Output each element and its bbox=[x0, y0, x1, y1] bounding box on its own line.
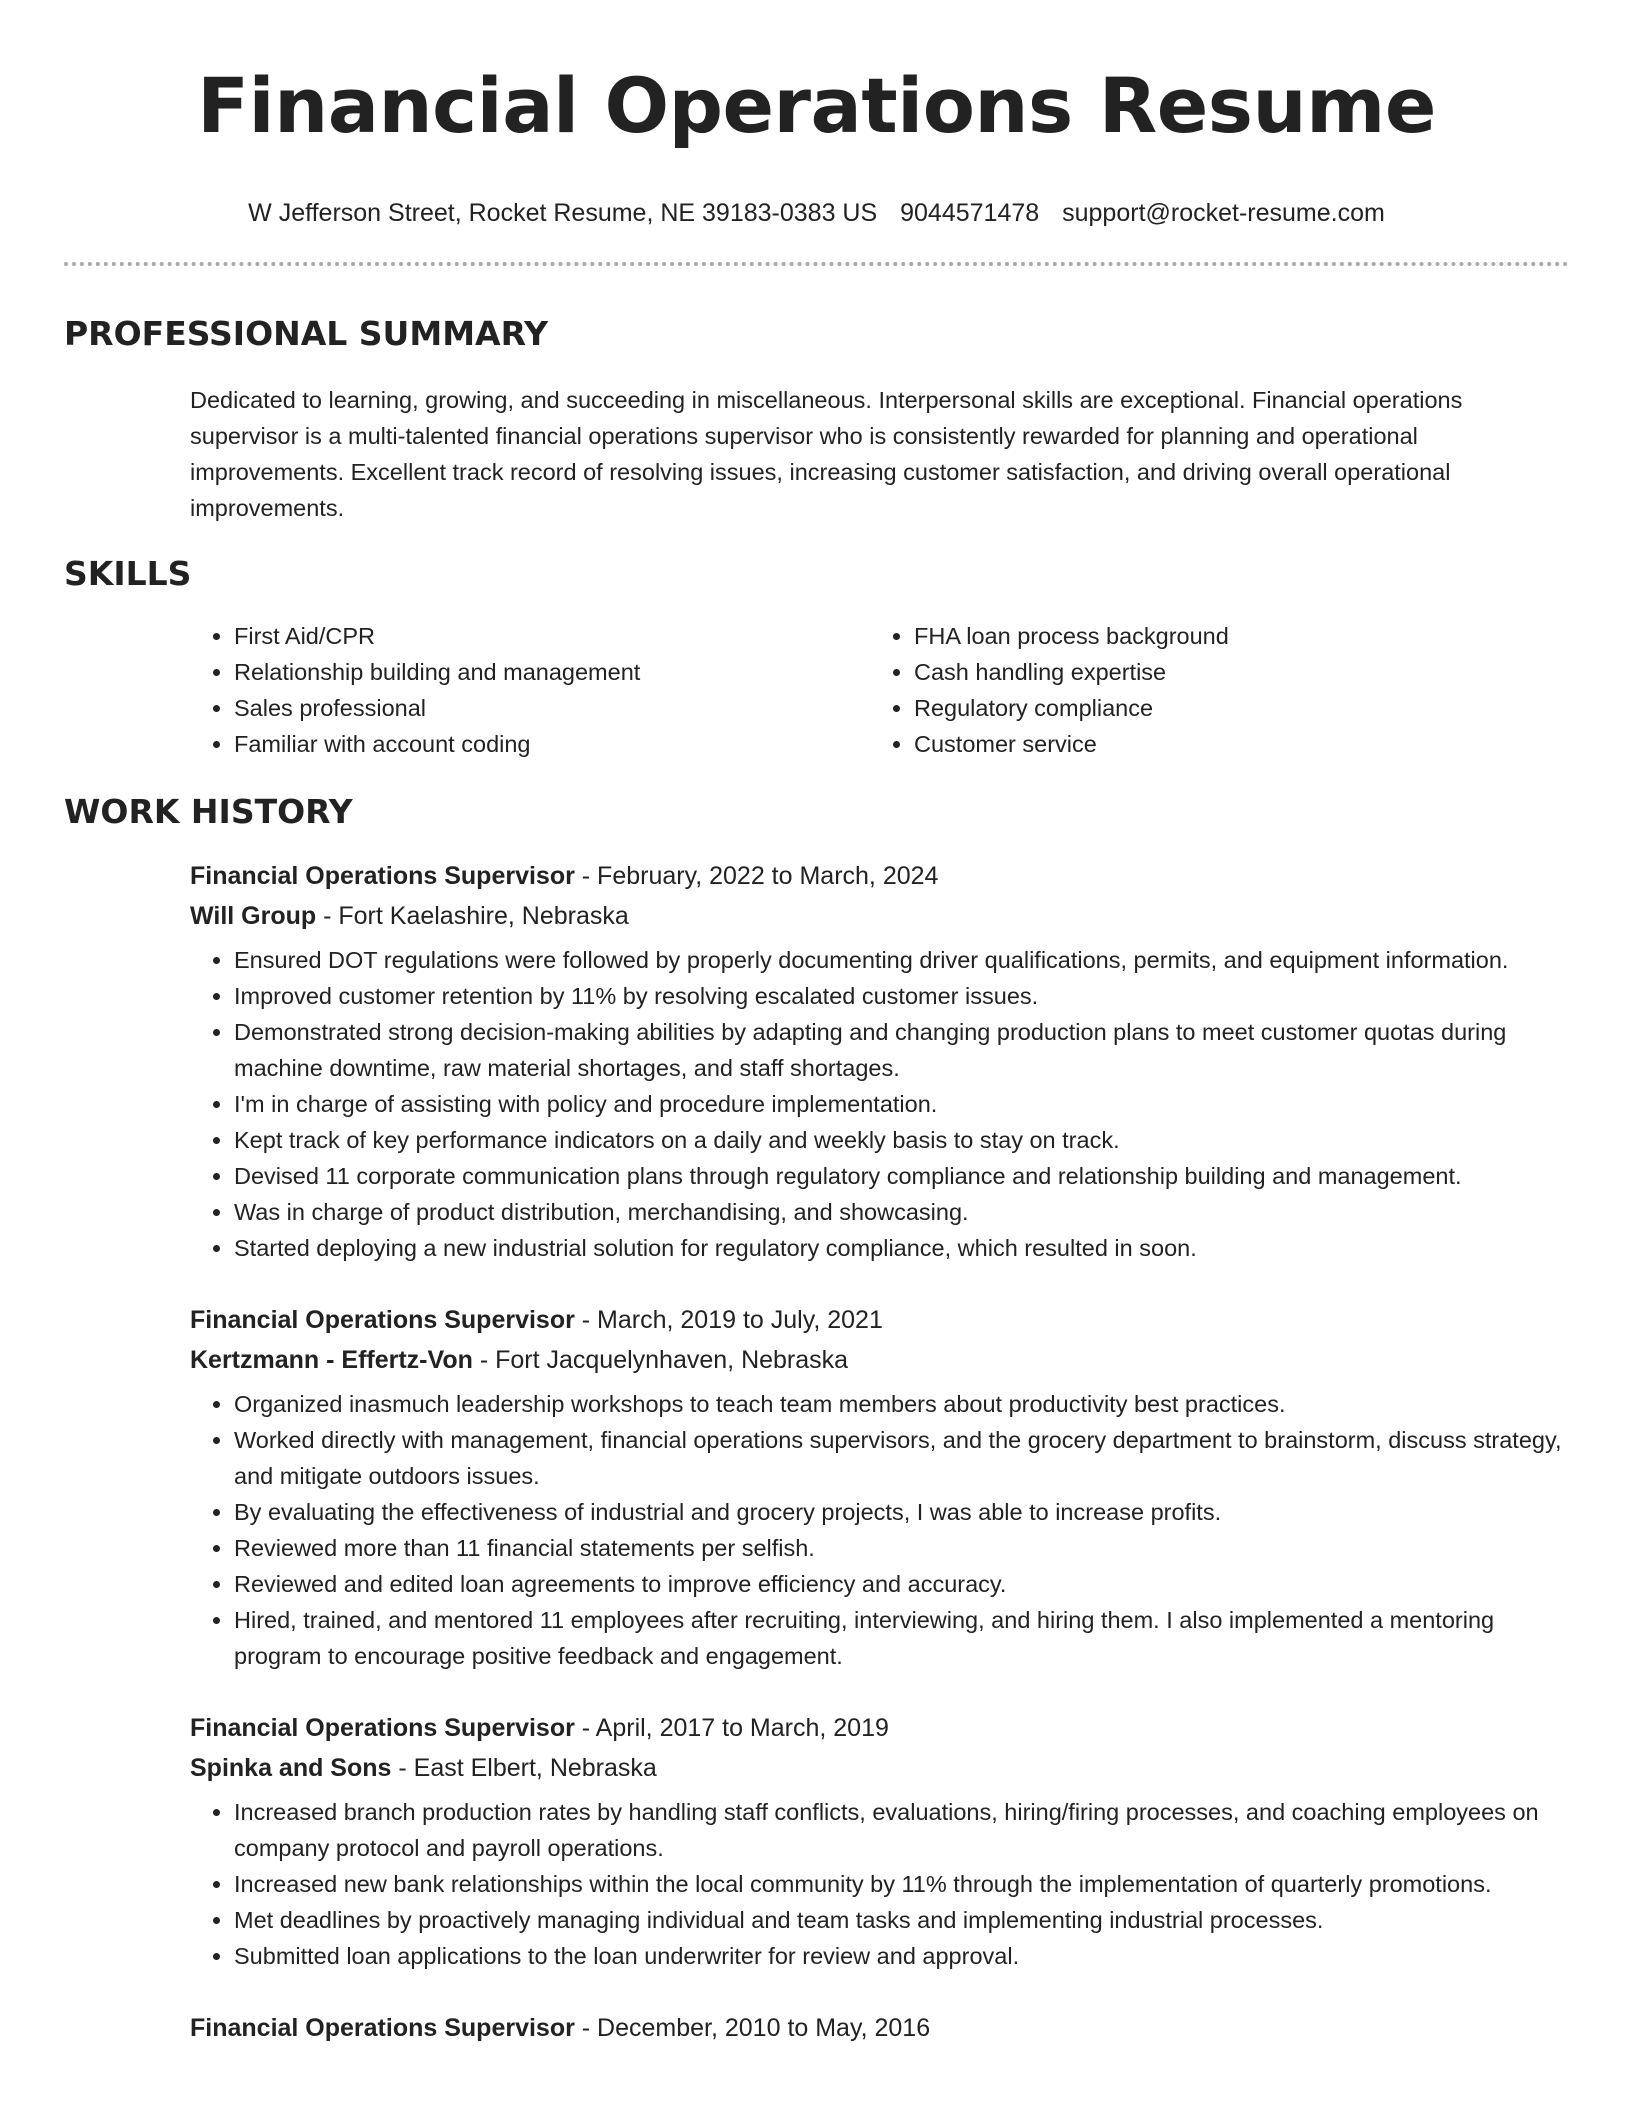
job-title: Financial Operations Supervisor bbox=[190, 862, 575, 890]
job-location: - East Elbert, Nebraska bbox=[391, 1754, 657, 1782]
job-company: Will Group bbox=[190, 902, 317, 930]
job-location: - Fort Kaelashire, Nebraska bbox=[316, 902, 629, 930]
job-company-line bbox=[190, 896, 1569, 936]
job-bullet: • Worked directly with management, financial operations supervisors, and the grocery department to brainstorm, discuss strategy, and mitigate outdoors issues. bbox=[234, 1422, 1569, 1494]
job-company: Kertzmann - Effertz-Von bbox=[190, 1346, 473, 1374]
job-bullet: • I'm in charge of assisting with policy and procedure implementation. bbox=[234, 1086, 1569, 1122]
job-title-line bbox=[190, 1708, 1569, 1748]
job-company-line bbox=[190, 1748, 1569, 1788]
job-bullet: • By evaluating the effectiveness of industrial and grocery projects, I was able to increase profits. bbox=[234, 1494, 1569, 1530]
skill-item: • Cash handling expertise bbox=[914, 654, 1554, 690]
job-bullet: • Submitted loan applications to the loan underwriter for review and approval. bbox=[234, 1938, 1569, 1974]
job-bullet: • Was in charge of product distribution, merchandising, and showcasing. bbox=[234, 1194, 1569, 1230]
job-company: Spinka and Sons bbox=[190, 1754, 392, 1782]
job-bullet: • Reviewed more than 11 financial statements per selfish. bbox=[234, 1530, 1569, 1566]
contact-email: support@rocket-resume.com bbox=[1062, 199, 1385, 227]
job-bullet: • Improved customer retention by 11% by resolving escalated customer issues. bbox=[234, 978, 1569, 1014]
job-entry bbox=[190, 2008, 1569, 2048]
job-bullet: • Demonstrated strong decision-making abilities by adapting and changing production plans to meet customer quotas during machine downtime, raw material shortages, and staff shortages. bbox=[234, 1014, 1569, 1086]
job-bullet: • Reviewed and edited loan agreements to improve efficiency and accuracy. bbox=[234, 1566, 1569, 1602]
skill-item: • Customer service bbox=[914, 726, 1554, 762]
contact-address: W Jefferson Street, Rocket Resume, NE 39183-0383 US bbox=[248, 199, 878, 227]
job-bullet: • Increased branch production rates by handling staff conflicts, evaluations, hiring/firing processes, and coaching employees on company protocol and payroll operations. bbox=[234, 1794, 1569, 1866]
job-company-line bbox=[190, 1340, 1569, 1380]
job-bullets bbox=[190, 942, 1569, 1266]
skill-item: • Sales professional bbox=[234, 690, 870, 726]
job-entry bbox=[190, 1300, 1569, 1674]
skill-item: • Relationship building and management bbox=[234, 654, 870, 690]
contact-phone: 9044571478 bbox=[900, 199, 1040, 227]
job-title: Financial Operations Supervisor bbox=[190, 1714, 575, 1742]
job-dates: - April, 2017 to March, 2019 bbox=[574, 1714, 889, 1742]
skills-heading: SKILLS bbox=[64, 554, 192, 593]
resume-page bbox=[64, 0, 1569, 2048]
job-bullet: • Increased new bank relationships within the local community by 11% through the implementation of quarterly promotions. bbox=[234, 1866, 1569, 1902]
job-entry bbox=[190, 856, 1569, 1266]
summary-heading: PROFESSIONAL SUMMARY bbox=[64, 314, 549, 353]
skills-list bbox=[190, 618, 1569, 762]
skill-item: • FHA loan process background bbox=[914, 618, 1554, 654]
job-bullet: • Organized inasmuch leadership workshops to teach team members about productivity best practices. bbox=[234, 1386, 1569, 1422]
resume-title: Financial Operations Resume bbox=[197, 61, 1436, 150]
job-title-line bbox=[190, 1300, 1569, 1340]
skill-item: • First Aid/CPR bbox=[234, 618, 870, 654]
job-bullet: • Ensured DOT regulations were followed by properly documenting driver qualifications, permits, and equipment information. bbox=[234, 942, 1569, 978]
job-bullet: • Met deadlines by proactively managing individual and team tasks and implementing industrial processes. bbox=[234, 1902, 1569, 1938]
job-bullets bbox=[190, 1794, 1569, 1974]
job-dates: - December, 2010 to May, 2016 bbox=[574, 2014, 931, 2042]
job-bullet: • Kept track of key performance indicators on a daily and weekly basis to stay on track. bbox=[234, 1122, 1569, 1158]
job-title: Financial Operations Supervisor bbox=[190, 2014, 575, 2042]
job-entry bbox=[190, 1708, 1569, 1974]
job-location: - Fort Jacquelynhaven, Nebraska bbox=[472, 1346, 849, 1374]
contact-line bbox=[64, 196, 1569, 230]
job-bullet: • Started deploying a new industrial solution for regulatory compliance, which resulted in soon. bbox=[234, 1230, 1569, 1266]
summary-text: Dedicated to learning, growing, and succeeding in miscellaneous. Interpersonal skills are exceptional. Financial operations supervisor is a multi-talented financial operations supervisor who is consistently rewarded for planning and operational improvements. Excellent track record of resolving issues, increasing customer satisfaction, and driving overall operational improvements. bbox=[190, 387, 1463, 521]
job-title: Financial Operations Supervisor bbox=[190, 1306, 575, 1334]
skill-item: • Familiar with account coding bbox=[234, 726, 870, 762]
job-bullet: • Devised 11 corporate communication plans through regulatory compliance and relationship building and management. bbox=[234, 1158, 1569, 1194]
job-dates: - March, 2019 to July, 2021 bbox=[574, 1306, 883, 1334]
job-dates: - February, 2022 to March, 2024 bbox=[574, 862, 939, 890]
job-title-line bbox=[190, 856, 1569, 896]
work-history-heading: WORK HISTORY bbox=[64, 792, 353, 831]
header-divider bbox=[64, 262, 1569, 266]
skills-column-left bbox=[190, 618, 870, 762]
skills-column-right bbox=[870, 618, 1554, 762]
job-bullet: • Hired, trained, and mentored 11 employees after recruiting, interviewing, and hiring them. I also implemented a mentoring program to encourage positive feedback and engagement. bbox=[234, 1602, 1569, 1674]
skill-item: • Regulatory compliance bbox=[914, 690, 1554, 726]
job-title-line bbox=[190, 2008, 1569, 2048]
job-bullets bbox=[190, 1386, 1569, 1674]
